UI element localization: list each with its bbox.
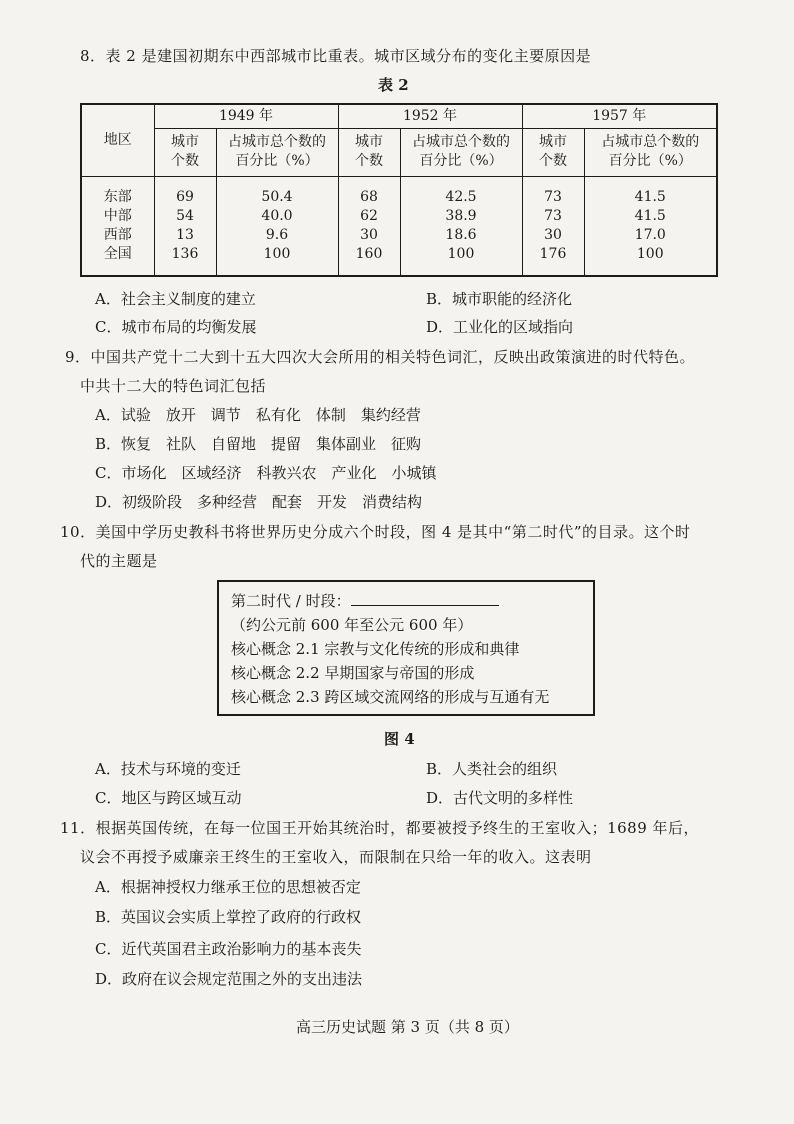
q9-option-a[interactable]: A．试验 放开 调节 私有化 体制 集约经营 xyxy=(95,406,421,424)
q8-option-b[interactable]: B．城市职能的经济化 xyxy=(426,290,573,308)
pct-1949-column xyxy=(216,176,338,276)
table-cell: 17.0 xyxy=(634,226,666,243)
table-cell: 9.6 xyxy=(265,226,289,243)
era-period: （约公元前 600 年至公元 600 年） xyxy=(231,616,473,634)
q9-stem-line2: 中共十二大的特色词汇包括 xyxy=(80,377,267,395)
q11-stem-line2: 议会不再授予威廉亲王终生的王室收入，而限制在只给一年的收入。这表明 xyxy=(80,848,592,866)
table-cell: 100 xyxy=(447,245,475,262)
region-east: 东部 xyxy=(103,188,132,205)
region-national: 全国 xyxy=(103,245,132,262)
pct-header: 占城市总个数的 百分比（%） xyxy=(400,128,522,176)
table-cell: 100 xyxy=(263,245,291,262)
table-cell: 41.5 xyxy=(634,207,666,224)
table-cell: 73 xyxy=(544,207,562,224)
year-header-1957: 1957 年 xyxy=(522,104,717,128)
table-cell: 50.4 xyxy=(261,188,293,205)
table-cell: 42.5 xyxy=(445,188,477,205)
q9-stem-line1: 9．中国共产党十二大到十五大四次大会所用的相关特色词汇，反映出政策演进的时代特色。 xyxy=(65,348,696,366)
count-header: 城市 个数 xyxy=(338,128,400,176)
table-cell: 68 xyxy=(360,188,378,205)
q9-option-c[interactable]: C．市场化 区域经济 科教兴农 产业化 小城镇 xyxy=(95,464,437,482)
q8-option-a[interactable]: A．社会主义制度的建立 xyxy=(95,290,256,308)
q10-stem-line1: 10．美国中学历史教科书将世界历史分成六个时段，图 4 是其中“第二时代”的目录。这个时 xyxy=(60,523,691,541)
table-cell: 54 xyxy=(176,207,194,224)
q9-option-b[interactable]: B．恢复 社队 自留地 提留 集体副业 征购 xyxy=(95,435,422,453)
core-concept-2-3: 核心概念 2.3 跨区域交流网络的形成与互通有无 xyxy=(231,688,550,706)
region-central: 中部 xyxy=(103,207,132,224)
era-outline-box xyxy=(217,580,595,716)
count-1957-column xyxy=(522,176,584,276)
region-west: 西部 xyxy=(103,226,132,243)
table-cell: 136 xyxy=(171,245,199,262)
count-header: 城市 个数 xyxy=(522,128,584,176)
table-cell: 41.5 xyxy=(634,188,666,205)
q8-stem: 8．表 2 是建国初期东中西部城市比重表。城市区域分布的变化主要原因是 xyxy=(80,47,592,65)
table-cell: 30 xyxy=(360,226,378,243)
q11-option-c[interactable]: C．近代英国君主政治影响力的基本丧失 xyxy=(95,940,362,958)
q10-stem-line2: 代的主题是 xyxy=(80,552,158,570)
pct-1957-column xyxy=(584,176,717,276)
page-footer: 高三历史试题 第 3 页（共 8 页） xyxy=(296,1018,519,1036)
table-cell: 13 xyxy=(176,226,194,243)
pct-1952-column xyxy=(400,176,522,276)
table-cell: 62 xyxy=(360,207,378,224)
table-caption: 表 2 xyxy=(378,76,409,94)
city-ratio-table xyxy=(80,103,718,277)
table-cell: 30 xyxy=(544,226,562,243)
year-header-1949: 1949 年 xyxy=(154,104,338,128)
count-1952-column xyxy=(338,176,400,276)
q8-option-c[interactable]: C．城市布局的均衡发展 xyxy=(95,318,257,336)
blank-underline xyxy=(351,591,499,606)
figure-caption: 图 4 xyxy=(384,730,415,748)
pct-header: 占城市总个数的 百分比（%） xyxy=(216,128,338,176)
q10-option-c[interactable]: C．地区与跨区域互动 xyxy=(95,789,242,807)
q10-option-a[interactable]: A．技术与环境的变迁 xyxy=(95,760,241,778)
core-concept-2-2: 核心概念 2.2 早期国家与帝国的形成 xyxy=(231,664,475,682)
table-cell: 18.6 xyxy=(445,226,477,243)
q11-option-a[interactable]: A．根据神授权力继承王位的思想被否定 xyxy=(95,878,361,896)
q11-option-d[interactable]: D．政府在议会规定范围之外的支出违法 xyxy=(95,970,363,988)
table-cell: 100 xyxy=(636,245,664,262)
pct-header: 占城市总个数的 百分比（%） xyxy=(584,128,717,176)
region-column xyxy=(81,176,154,276)
q10-option-b[interactable]: B．人类社会的组织 xyxy=(426,760,558,778)
table-cell: 73 xyxy=(544,188,562,205)
q9-option-d[interactable]: D．初级阶段 多种经营 配套 开发 消费结构 xyxy=(95,493,423,511)
region-header: 地区 xyxy=(81,104,154,176)
q10-option-d[interactable]: D．古代文明的多样性 xyxy=(426,789,574,807)
table-cell: 40.0 xyxy=(261,207,293,224)
count-header: 城市 个数 xyxy=(154,128,216,176)
core-concept-2-1: 核心概念 2.1 宗教与文化传统的形成和典律 xyxy=(231,640,520,658)
q11-stem-line1: 11．根据英国传统，在每一位国王开始其统治时，都要被授予终生的王室收入；1689 年后， xyxy=(60,819,700,837)
table-cell: 176 xyxy=(539,245,567,262)
q8-option-d[interactable]: D．工业化的区域指向 xyxy=(426,318,574,336)
year-header-1952: 1952 年 xyxy=(338,104,522,128)
era-title-row xyxy=(231,590,499,611)
count-1949-column xyxy=(154,176,216,276)
era-title: 第二时代 / 时段： xyxy=(231,592,351,610)
table-cell: 69 xyxy=(176,188,194,205)
q11-option-b[interactable]: B．英国议会实质上掌控了政府的行政权 xyxy=(95,908,362,926)
table-cell: 160 xyxy=(355,245,383,262)
table-cell: 38.9 xyxy=(445,207,477,224)
